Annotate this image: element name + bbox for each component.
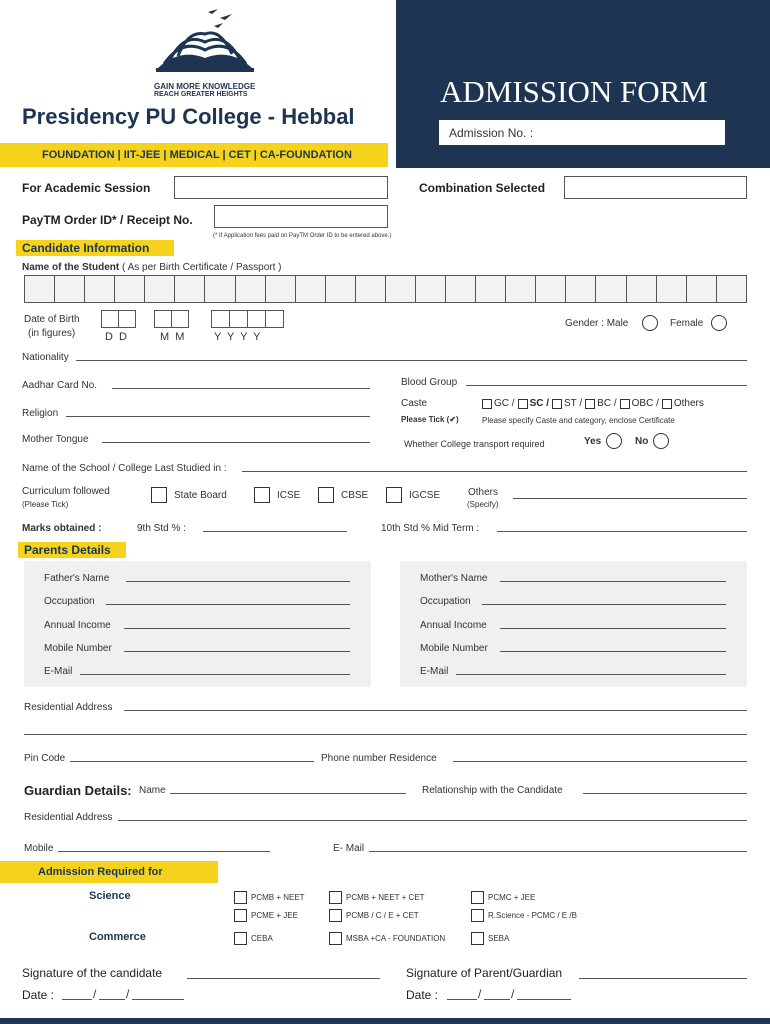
- mother-name-line[interactable]: [500, 581, 726, 582]
- opt-pcmc-jee-label: PCMC + JEE: [488, 893, 536, 902]
- title-panel: [396, 0, 770, 168]
- parent-date-sep1: /: [478, 987, 482, 1001]
- curriculum-hint: (Please Tick): [22, 500, 69, 509]
- gender-male-radio[interactable]: [642, 315, 658, 331]
- father-name-label: Father's Name: [44, 573, 110, 584]
- blood-group-line[interactable]: [466, 385, 747, 386]
- last-school-line[interactable]: [242, 471, 747, 472]
- opt-pcme-jee-check[interactable]: [234, 909, 247, 922]
- dob-year-hint: Y Y Y Y: [214, 331, 261, 343]
- father-email-label: E-Mail: [44, 666, 73, 677]
- father-mobile-line[interactable]: [124, 651, 350, 652]
- parents-section-tag: Parents Details: [18, 542, 126, 558]
- last-school-label: Name of the School / College Last Studied in :: [22, 463, 227, 474]
- name-letter-cell[interactable]: [25, 276, 55, 302]
- opt-rscience-label: R.Science - PCMC / E /B: [488, 911, 577, 920]
- name-letter-cell[interactable]: [266, 276, 296, 302]
- name-letter-cell[interactable]: [175, 276, 205, 302]
- opt-pcmb-neet-check[interactable]: [234, 891, 247, 904]
- guardian-relationship-label: Relationship with the Candidate: [422, 785, 563, 796]
- gender-label: Gender : Male: [565, 318, 629, 329]
- guardian-email-line[interactable]: [369, 851, 747, 852]
- tenth-label: 10th Std % Mid Term :: [381, 523, 480, 534]
- logo: [150, 8, 260, 98]
- admission-no-label: Admission No. :: [449, 126, 534, 140]
- streams-text: FOUNDATION | IIT-JEE | MEDICAL | CET | CA-FOUNDATION: [42, 149, 352, 161]
- opt-seba-label: SEBA: [488, 934, 510, 943]
- caste-option-check[interactable]: [585, 399, 595, 409]
- name-letter-cell[interactable]: [476, 276, 506, 302]
- paytm-label: PayTM Order ID* / Receipt No.: [22, 213, 193, 227]
- candidate-signature-line[interactable]: [187, 978, 380, 979]
- father-mobile-label: Mobile Number: [44, 643, 112, 654]
- mother-email-label: E-Mail: [420, 666, 449, 677]
- name-letter-cell[interactable]: [506, 276, 536, 302]
- opt-ceba-label: CEBA: [251, 934, 273, 943]
- gender-female-label: Female: [670, 318, 704, 329]
- opt-pcmb-neet-cet-label: PCMB + NEET + CET: [346, 893, 425, 902]
- candidate-date-dd[interactable]: [62, 999, 92, 1000]
- blood-group-label: Blood Group: [401, 377, 458, 388]
- guardian-email-label: E- Mail: [333, 843, 365, 854]
- mother-mobile-line[interactable]: [500, 651, 726, 652]
- dob-sublabel: (in figures): [28, 328, 76, 339]
- combination-input[interactable]: [564, 176, 747, 199]
- book-birds-logo-icon: [150, 8, 260, 80]
- admission-required-banner: [0, 861, 218, 883]
- mother-tongue-line[interactable]: [102, 442, 370, 443]
- mother-tongue-label: Mother Tongue: [22, 434, 89, 445]
- curriculum-cbse-check[interactable]: [318, 487, 334, 503]
- transport-yes-radio[interactable]: [606, 433, 622, 449]
- logo-tagline-1: GAIN MORE KNOWLEDGE: [154, 82, 256, 91]
- candidate-date-yy[interactable]: [132, 999, 184, 1000]
- residential-address-label: Residential Address: [24, 702, 113, 713]
- father-income-label: Annual Income: [44, 620, 111, 631]
- curriculum-icse-label: ICSE: [277, 490, 301, 501]
- nationality-label: Nationality: [22, 352, 69, 363]
- residential-address-line-1[interactable]: [124, 710, 747, 711]
- curriculum-igcse-check[interactable]: [386, 487, 402, 503]
- father-income-line[interactable]: [124, 628, 350, 629]
- caste-option-label: GC /: [494, 398, 515, 409]
- name-letter-cell[interactable]: [657, 276, 687, 302]
- tenth-line[interactable]: [497, 531, 747, 532]
- mother-mobile-label: Mobile Number: [420, 643, 488, 654]
- mother-occupation-line[interactable]: [482, 604, 726, 605]
- parent-signature-label: Signature of Parent/Guardian: [406, 966, 563, 980]
- parent-date-label: Date :: [406, 988, 439, 1002]
- name-letter-cell[interactable]: [386, 276, 416, 302]
- parent-date-yy[interactable]: [517, 999, 571, 1000]
- curriculum-label: Curriculum followed: [22, 486, 110, 497]
- parent-signature-line[interactable]: [579, 978, 747, 979]
- name-letter-cell[interactable]: [596, 276, 626, 302]
- opt-pcmb-neet-cet-check[interactable]: [329, 891, 342, 904]
- logo-tagline-2: REACH GREATER HEIGHTS: [154, 91, 248, 98]
- opt-rscience-check[interactable]: [471, 909, 484, 922]
- name-letter-cell[interactable]: [326, 276, 356, 302]
- opt-msba-check[interactable]: [329, 932, 342, 945]
- candidate-date-sep1: /: [93, 987, 97, 1001]
- opt-ceba-check[interactable]: [234, 932, 247, 945]
- caste-option-check[interactable]: [552, 399, 562, 409]
- name-letter-cell[interactable]: [145, 276, 175, 302]
- name-letter-cell[interactable]: [566, 276, 596, 302]
- father-email-line[interactable]: [80, 674, 350, 675]
- academic-session-label: For Academic Session: [22, 181, 151, 195]
- science-label: Science: [89, 890, 131, 902]
- name-letter-cell[interactable]: [687, 276, 717, 302]
- transport-no-radio[interactable]: [653, 433, 669, 449]
- marks-label: Marks obtained :: [22, 523, 102, 534]
- guardian-mobile-label: Mobile: [24, 843, 54, 854]
- caste-label: Caste: [401, 398, 428, 409]
- curriculum-others-label: Others: [468, 487, 499, 498]
- aadhar-label: Aadhar Card No.: [22, 380, 98, 391]
- name-letter-cell[interactable]: [356, 276, 386, 302]
- caste-option-check[interactable]: [662, 399, 672, 409]
- mother-occupation-label: Occupation: [420, 596, 471, 607]
- name-letter-cell[interactable]: [236, 276, 266, 302]
- name-letter-cell[interactable]: [627, 276, 657, 302]
- candidate-signature-label: Signature of the candidate: [22, 966, 163, 980]
- mother-email-line[interactable]: [456, 674, 726, 675]
- father-occupation-label: Occupation: [44, 596, 95, 607]
- form-title: ADMISSION FORM: [440, 74, 708, 109]
- name-letter-cell[interactable]: [55, 276, 85, 302]
- college-name: Presidency PU College - Hebbal: [22, 104, 355, 129]
- paytm-input[interactable]: [214, 205, 388, 228]
- caste-option-check[interactable]: [620, 399, 630, 409]
- dob-day-boxes[interactable]: [101, 310, 136, 328]
- curriculum-state-label: State Board: [174, 490, 227, 501]
- phone-residence-line[interactable]: [453, 761, 747, 762]
- ninth-label: 9th Std % :: [137, 523, 186, 534]
- curriculum-cbse-label: CBSE: [341, 490, 369, 501]
- mother-income-label: Annual Income: [420, 620, 487, 631]
- admission-no-field[interactable]: [439, 120, 725, 145]
- guardian-title: Guardian Details:: [24, 783, 132, 798]
- caste-note: Please specify Caste and category, enclose Certificate: [482, 416, 675, 425]
- guardian-mobile-line[interactable]: [58, 851, 270, 852]
- caste-option-check[interactable]: [518, 399, 528, 409]
- transport-question: Whether College transport required: [404, 439, 545, 449]
- name-letter-cell[interactable]: [717, 276, 746, 302]
- caste-option-label: OBC /: [631, 398, 659, 409]
- name-letter-cell[interactable]: [416, 276, 446, 302]
- curriculum-others-line[interactable]: [513, 498, 747, 499]
- nationality-line[interactable]: [76, 360, 747, 361]
- opt-pcmc-jee-check[interactable]: [471, 891, 484, 904]
- student-name-hint: ( As per Birth Certificate / Passport ): [122, 262, 282, 273]
- transport-no-label: No: [635, 436, 649, 447]
- footer-bar: [0, 1018, 770, 1024]
- guardian-relationship-line[interactable]: [583, 793, 747, 794]
- combination-label: Combination Selected: [419, 181, 546, 195]
- parent-date-dd[interactable]: [447, 999, 477, 1000]
- guardian-address-line[interactable]: [118, 820, 747, 821]
- name-letter-cell[interactable]: [115, 276, 145, 302]
- mother-income-line[interactable]: [500, 628, 726, 629]
- dob-day-hint: D D: [105, 331, 127, 343]
- candidate-date-label: Date :: [22, 988, 55, 1002]
- streams-banner: [0, 143, 388, 167]
- caste-option-label: BC /: [597, 398, 617, 409]
- aadhar-line[interactable]: [112, 388, 370, 389]
- father-name-line[interactable]: [126, 581, 350, 582]
- caste-option-label: Others: [673, 398, 704, 409]
- curriculum-specify-label: (Specify): [467, 500, 499, 509]
- opt-pcmb-neet-label: PCMB + NEET: [251, 893, 305, 902]
- dob-label: Date of Birth: [24, 314, 80, 325]
- dob-month-hint: M M: [160, 331, 185, 343]
- transport-yes-label: Yes: [584, 436, 602, 447]
- student-name-grid[interactable]: [24, 275, 747, 303]
- guardian-name-label: Name: [139, 785, 166, 796]
- religion-line[interactable]: [66, 416, 370, 417]
- parent-date-sep2: /: [511, 987, 515, 1001]
- opt-pcmb-cet-check[interactable]: [329, 909, 342, 922]
- name-letter-cell[interactable]: [536, 276, 566, 302]
- pin-code-line[interactable]: [70, 761, 314, 762]
- pin-code-label: Pin Code: [24, 753, 66, 764]
- commerce-label: Commerce: [89, 931, 146, 943]
- name-letter-cell[interactable]: [205, 276, 235, 302]
- parent-date-mm[interactable]: [484, 999, 510, 1000]
- caste-option-label: ST /: [564, 398, 583, 409]
- student-name-label: [22, 262, 282, 273]
- guardian-name-line[interactable]: [170, 793, 406, 794]
- religion-label: Religion: [22, 408, 59, 419]
- candidate-section-tag: Candidate Information: [16, 240, 174, 256]
- caste-options: [482, 398, 707, 409]
- student-name-label-text: Name of the Student: [22, 262, 120, 273]
- mother-name-label: Mother's Name: [420, 573, 488, 584]
- gender-female-radio[interactable]: [711, 315, 727, 331]
- candidate-date-sep2: /: [126, 987, 130, 1001]
- dob-year-boxes[interactable]: [211, 310, 284, 328]
- paytm-note: (* If Application fees paid on PayTM Order ID to be entered above.): [213, 233, 392, 239]
- name-letter-cell[interactable]: [85, 276, 115, 302]
- caste-option-check[interactable]: [482, 399, 492, 409]
- please-tick-label: Please Tick (✔): [401, 415, 459, 424]
- curriculum-icse-check[interactable]: [254, 487, 270, 503]
- dob-month-boxes[interactable]: [154, 310, 189, 328]
- opt-pcmb-cet-label: PCMB / C / E + CET: [346, 911, 419, 920]
- opt-pcme-jee-label: PCME + JEE: [251, 911, 298, 920]
- curriculum-state-check[interactable]: [151, 487, 167, 503]
- curriculum-igcse-label: IGCSE: [409, 490, 441, 501]
- name-letter-cell[interactable]: [446, 276, 476, 302]
- caste-option-label: SC /: [529, 398, 550, 409]
- phone-residence-label: Phone number Residence: [321, 753, 437, 764]
- candidate-date-mm[interactable]: [99, 999, 125, 1000]
- opt-msba-label: MSBA +CA - FOUNDATION: [346, 934, 446, 943]
- residential-address-line-2[interactable]: [24, 734, 747, 735]
- guardian-address-label: Residential Address: [24, 812, 113, 823]
- name-letter-cell[interactable]: [296, 276, 326, 302]
- father-occupation-line[interactable]: [106, 604, 350, 605]
- opt-seba-check[interactable]: [471, 932, 484, 945]
- academic-session-input[interactable]: [174, 176, 388, 199]
- admission-required-title: Admission Required for: [38, 866, 163, 878]
- ninth-line[interactable]: [203, 531, 347, 532]
